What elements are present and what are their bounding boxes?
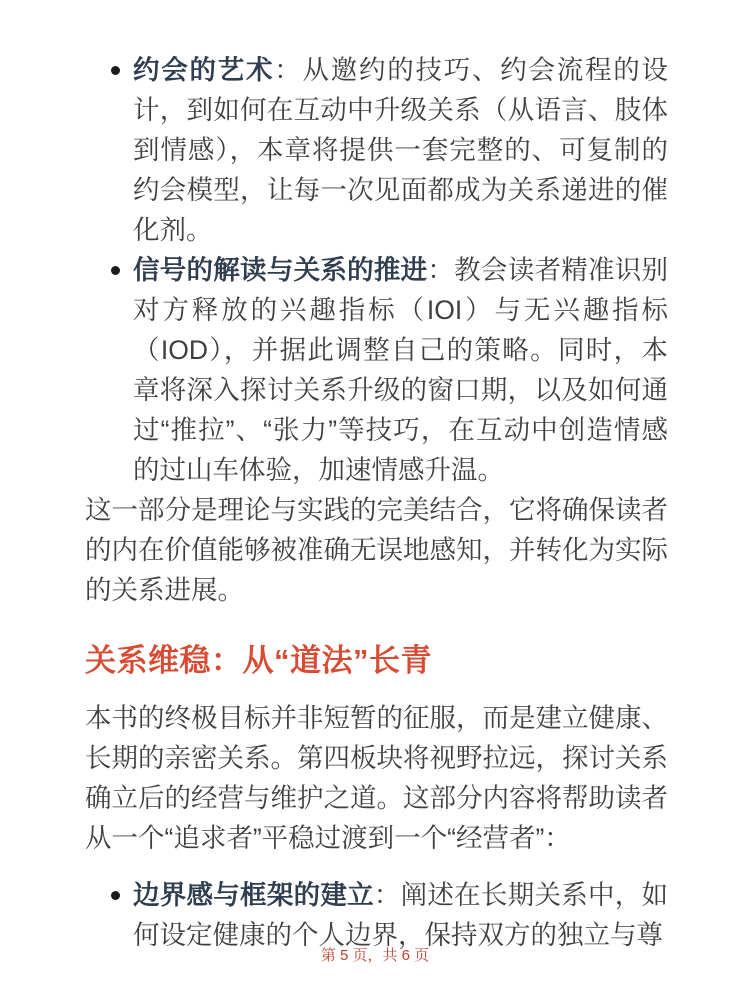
- bullet-list-top: [85, 50, 668, 490]
- list-item-lead: 信号的解读与关系的推进: [133, 255, 428, 285]
- list-item: [85, 875, 668, 955]
- list-item-body: ：从邀约的技巧、约会流程的设计，到如何在互动中升级关系（从语言、肢体到情感），本章将提供一套完整的、可复制的约会模型，让每一次见面都成为关系递进的催化剂。: [133, 55, 668, 245]
- list-item-lead: 约会的艺术: [133, 55, 275, 85]
- list-item-body: ：教会读者精准识别对方释放的兴趣指标（IOI）与无兴趣指标（IOD），并据此调整自己的策略。同时，本章将深入探讨关系升级的窗口期，以及如何通过“推拉”、“张力”等技巧，在互动中创造情感的过山车体验，加速情感升温。: [133, 255, 669, 485]
- list-item: [85, 250, 668, 490]
- bullet-list-bottom: [85, 875, 668, 955]
- bullet-icon: [111, 891, 120, 900]
- list-item-body: ：阐述在长期关系中，如何设定健康的个人边界，保持双方的独立与尊: [133, 880, 669, 951]
- bullet-icon: [111, 66, 120, 75]
- list-item-lead: 边界感与框架的建立: [133, 880, 374, 911]
- list-item: [85, 50, 668, 250]
- paragraph-summary: 这一部分是理论与实践的完美结合，它将确保读者的内在价值能够被准确无误地感知，并转化为实际的关系进展。: [85, 495, 668, 605]
- page-footer: 第 5 页，共 6 页: [320, 947, 430, 964]
- bullet-icon: [111, 266, 120, 275]
- section-heading: 关系维稳：从“道法”长青: [85, 643, 432, 678]
- paragraph-section-intro: 本书的终极目标并非短暂的征服，而是建立健康、长期的亲密关系。第四板块将视野拉远，探讨关系确立后的经营与维护之道。这部分内容将帮助读者从一个“追求者”平稳过渡到一个“经营者”：: [85, 703, 668, 854]
